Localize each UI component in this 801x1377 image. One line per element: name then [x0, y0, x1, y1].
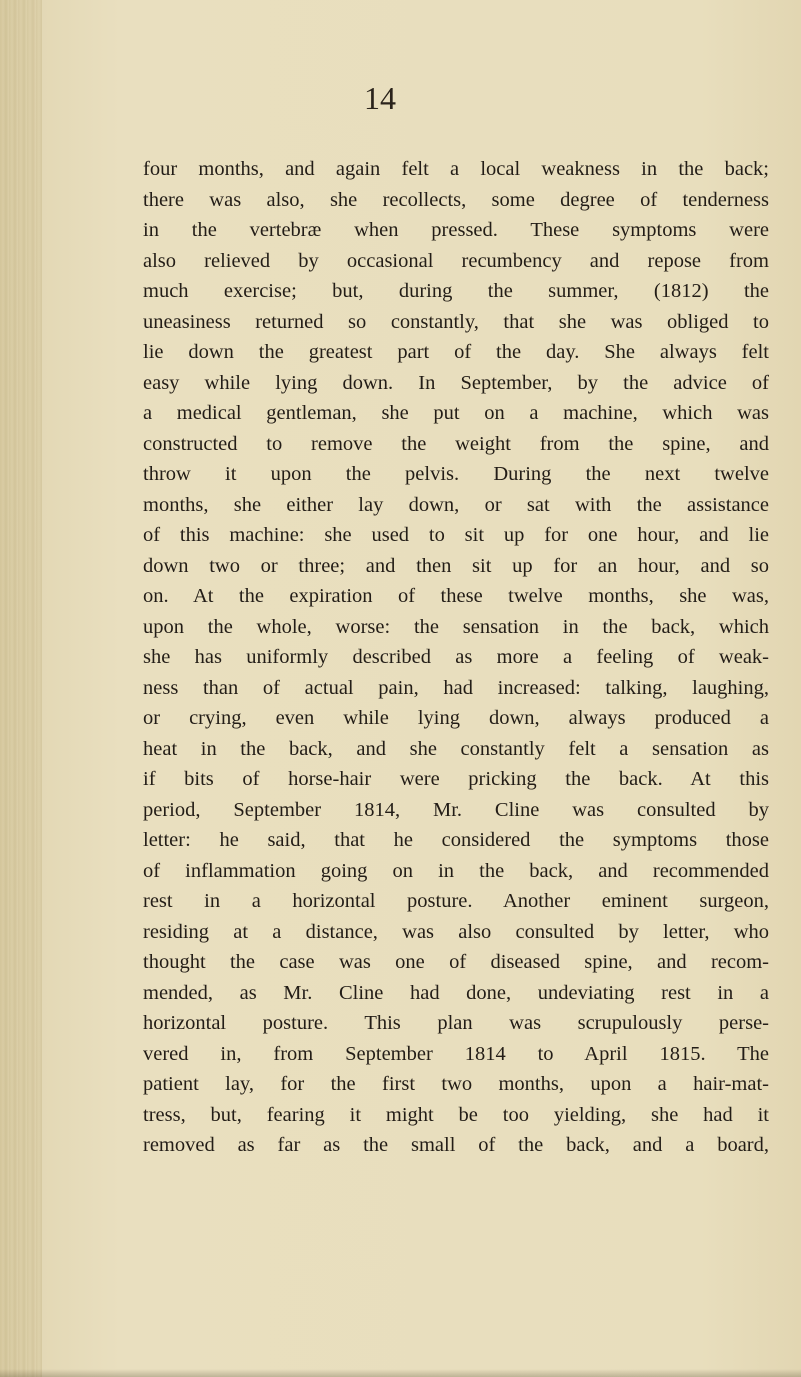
text-line: months, she either lay down, or sat with the assistance [143, 493, 769, 516]
text-line: patient lay, for the first two months, upon a hair-mat- [143, 1073, 769, 1095]
text-line: a medical gentleman, she put on a machine, which was [143, 402, 769, 424]
text-line: there was also, she recollects, some degree of tenderness [143, 188, 769, 211]
text-line: residing at a distance, was also consulted by letter, who [143, 920, 769, 943]
text-line: horizontal posture. This plan was scrupulously perse- [143, 1012, 769, 1034]
text-line: constructed to remove the weight from the spine, and [143, 432, 769, 455]
text-line: mended, as Mr. Cline had done, undeviating rest in a [143, 981, 769, 1004]
text-line: uneasiness returned so constantly, that she was obliged to [143, 310, 769, 333]
text-line: tress, but, fearing it might be too yielding, she had it [143, 1103, 769, 1126]
text-line: letter: he said, that he considered the symptoms those [143, 829, 769, 851]
text-line: down two or three; and then sit up for an hour, and so [143, 554, 769, 577]
text-line: thought the case was one of diseased spine, and recom- [143, 951, 769, 973]
text-line: upon the whole, worse: the sensation in the back, which [143, 615, 769, 638]
text-line: of this machine: she used to sit up for one hour, and lie [143, 524, 769, 546]
text-line: ness than of actual pain, had increased: talking, laughing, [143, 676, 769, 699]
text-line: or crying, even while lying down, always produced a [143, 707, 769, 729]
text-line: heat in the back, and she constantly felt a sensation as [143, 737, 769, 760]
body-text [143, 154, 769, 1161]
text-line: removed as far as the small of the back, and a board, [143, 1134, 769, 1156]
text-line: on. At the expiration of these twelve months, she was, [143, 585, 769, 607]
text-line: period, September 1814, Mr. Cline was consulted by [143, 798, 769, 821]
text-line: rest in a horizontal posture. Another eminent surgeon, [143, 890, 769, 912]
text-line: lie down the greatest part of the day. She always felt [143, 341, 769, 363]
text-line: throw it upon the pelvis. During the next twelve [143, 463, 769, 485]
text-line: she has uniformly described as more a feeling of weak- [143, 646, 769, 668]
page-bottom-edge [0, 1369, 801, 1377]
text-line: vered in, from September 1814 to April 1815. The [143, 1042, 769, 1065]
text-line: if bits of horse-hair were pricking the back. At this [143, 768, 769, 790]
text-line: also relieved by occasional recumbency and repose from [143, 249, 769, 272]
text-line: easy while lying down. In September, by the advice of [143, 371, 769, 394]
binding-edge [0, 0, 42, 1377]
text-line: much exercise; but, during the summer, (1812) the [143, 280, 769, 302]
text-line: of inflammation going on in the back, and recommended [143, 859, 769, 882]
text-line: in the vertebræ when pressed. These symptoms were [143, 219, 769, 241]
text-line: four months, and again felt a local weakness in the back; [143, 158, 769, 180]
page-number: 14 [364, 80, 396, 116]
